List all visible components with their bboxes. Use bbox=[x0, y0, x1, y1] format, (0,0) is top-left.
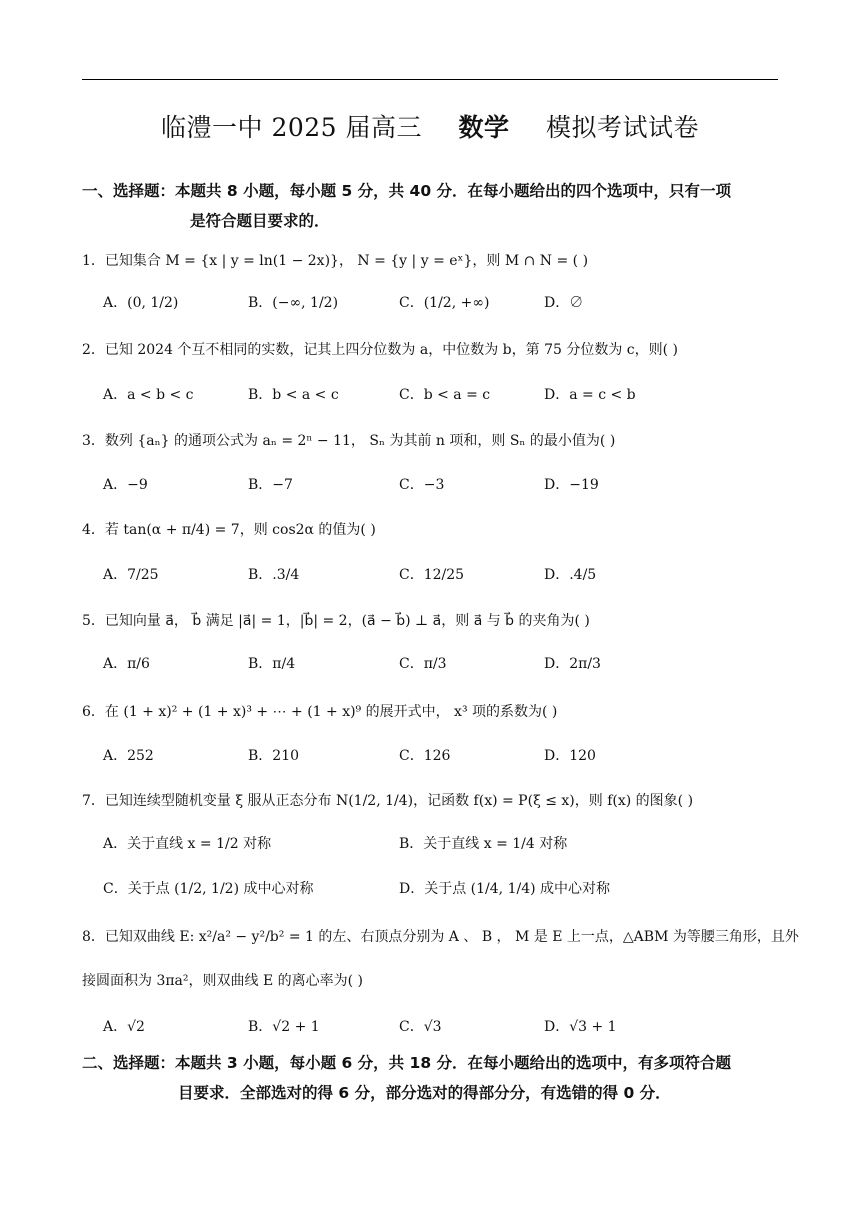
question-6-option-d: D．120 bbox=[544, 748, 596, 764]
question-6-option-a: A．252 bbox=[103, 748, 154, 764]
question-4-option-d: D．.4/5 bbox=[544, 567, 597, 583]
question-6-stem: 6．在 (1 + x)² + (1 + x)³ + ⋯ + (1 + x)⁹ 的展开式中， x³ 项的系数为( ) bbox=[82, 704, 558, 720]
question-5-stem: 5．已知向量 a⃗， b⃗ 满足 |a⃗| = 1，|b⃗| = 2，(a⃗ − b⃗) ⊥ a⃗，则 a⃗ 与 b⃗ 的夹角为( ) bbox=[82, 613, 590, 629]
question-7-option-d: D．关于点 (1/4, 1/4) 成中心对称 bbox=[399, 881, 611, 897]
question-4-option-c: C．12/25 bbox=[399, 567, 465, 583]
question-3-options bbox=[103, 468, 763, 502]
question-1-option-a: A．(0, 1/2) bbox=[103, 295, 179, 311]
question-4-stem: 4．若 tan(α + π/4) = 7，则 cos2α 的值为( ) bbox=[82, 522, 376, 538]
question-7-options-row1 bbox=[103, 827, 763, 861]
question-1-option-d: D．∅ bbox=[544, 295, 584, 311]
question-8-option-a: A．√2 bbox=[103, 1019, 145, 1035]
question-5-option-a: A．π/6 bbox=[103, 656, 150, 672]
question-7-stem: 7．已知连续型随机变量 ξ 服从正态分布 N(1/2, 1/4)，记函数 f(x) = P(ξ ≤ x)，则 f(x) 的图象( ) bbox=[82, 793, 694, 809]
question-5-option-c: C．π/3 bbox=[399, 656, 447, 672]
question-1-stem: 1．已知集合 M = {x | y = ln(1 − 2x)}， N = {y | y = eˣ}，则 M ∩ N = ( ) bbox=[82, 253, 589, 269]
section1-line1: 一、选择题：本题共 8 小题，每小题 5 分，共 40 分．在每小题给出的四个选项中，只有一项 bbox=[82, 182, 732, 200]
question-3-option-b: B．−7 bbox=[248, 477, 293, 493]
question-6-options bbox=[103, 739, 763, 773]
question-3-option-d: D．−19 bbox=[544, 477, 599, 493]
question-6-option-b: B．210 bbox=[248, 748, 300, 764]
question-2-option-c: C．b < a = c bbox=[399, 387, 491, 403]
question-2-stem: 2．已知 2024 个互不相同的实数，记其上四分位数为 a，中位数为 b，第 75 分位数为 c，则( ) bbox=[82, 342, 679, 358]
question-3-option-a: A．−9 bbox=[103, 477, 148, 493]
question-8-option-c: C．√3 bbox=[399, 1019, 442, 1035]
question-3-stem: 3．数列 {aₙ} 的通项公式为 aₙ = 2ⁿ − 11， Sₙ 为其前 n 项和，则 Sₙ 的最小值为( ) bbox=[82, 433, 616, 449]
section1-line2: 是符合题目要求的． bbox=[190, 212, 330, 230]
question-7-option-c: C．关于点 (1/2, 1/2) 成中心对称 bbox=[103, 881, 314, 897]
question-2-option-d: D．a = c < b bbox=[544, 387, 636, 403]
header-rule bbox=[82, 79, 778, 80]
question-4-option-b: B．.3/4 bbox=[248, 567, 300, 583]
question-8-options bbox=[103, 1010, 763, 1044]
question-1-option-b: B．(−∞, 1/2) bbox=[248, 295, 339, 311]
question-2-option-b: B．b < a < c bbox=[248, 387, 339, 403]
section2-line2: 目要求．全部选对的得 6 分，部分选对的得部分分，有选错的得 0 分． bbox=[178, 1084, 671, 1102]
question-6-option-c: C．126 bbox=[399, 748, 451, 764]
question-4-option-a: A．7/25 bbox=[103, 567, 159, 583]
question-1-option-c: C．(1/2, +∞) bbox=[399, 295, 490, 311]
question-4-options bbox=[103, 558, 763, 592]
question-5-option-d: D．2π/3 bbox=[544, 656, 601, 672]
section2-line1: 二、选择题：本题共 3 小题，每小题 6 分，共 18 分．在每小题给出的选项中，有多项符合题 bbox=[82, 1054, 732, 1072]
question-7-option-a: A．关于直线 x = 1/2 对称 bbox=[103, 836, 272, 852]
question-5-options bbox=[103, 647, 763, 681]
question-8-option-b: B．√2 + 1 bbox=[248, 1019, 320, 1035]
title-school: 临澧一中 2025 届高三 bbox=[161, 113, 423, 142]
question-1-options bbox=[103, 286, 763, 320]
title-kind: 模拟考试试卷 bbox=[545, 113, 699, 142]
question-7-options-row2 bbox=[103, 872, 763, 906]
page-title bbox=[0, 108, 860, 144]
question-8-option-d: D．√3 + 1 bbox=[544, 1019, 617, 1035]
title-subject: 数学 bbox=[458, 113, 510, 142]
question-3-option-c: C．−3 bbox=[399, 477, 445, 493]
question-2-option-a: A．a < b < c bbox=[103, 387, 194, 403]
question-7-option-b: B．关于直线 x = 1/4 对称 bbox=[399, 836, 568, 852]
question-8-stem-continued: 接圆面积为 3πa²，则双曲线 E 的离心率为( ) bbox=[82, 973, 364, 989]
question-2-options bbox=[103, 378, 763, 412]
question-5-option-b: B．π/4 bbox=[248, 656, 296, 672]
question-8-stem: 8．已知双曲线 E: x²/a² − y²/b² = 1 的左、右顶点分别为 A 、 B ， M 是 E 上一点，△ABM 为等腰三角形，且外 bbox=[82, 929, 799, 945]
